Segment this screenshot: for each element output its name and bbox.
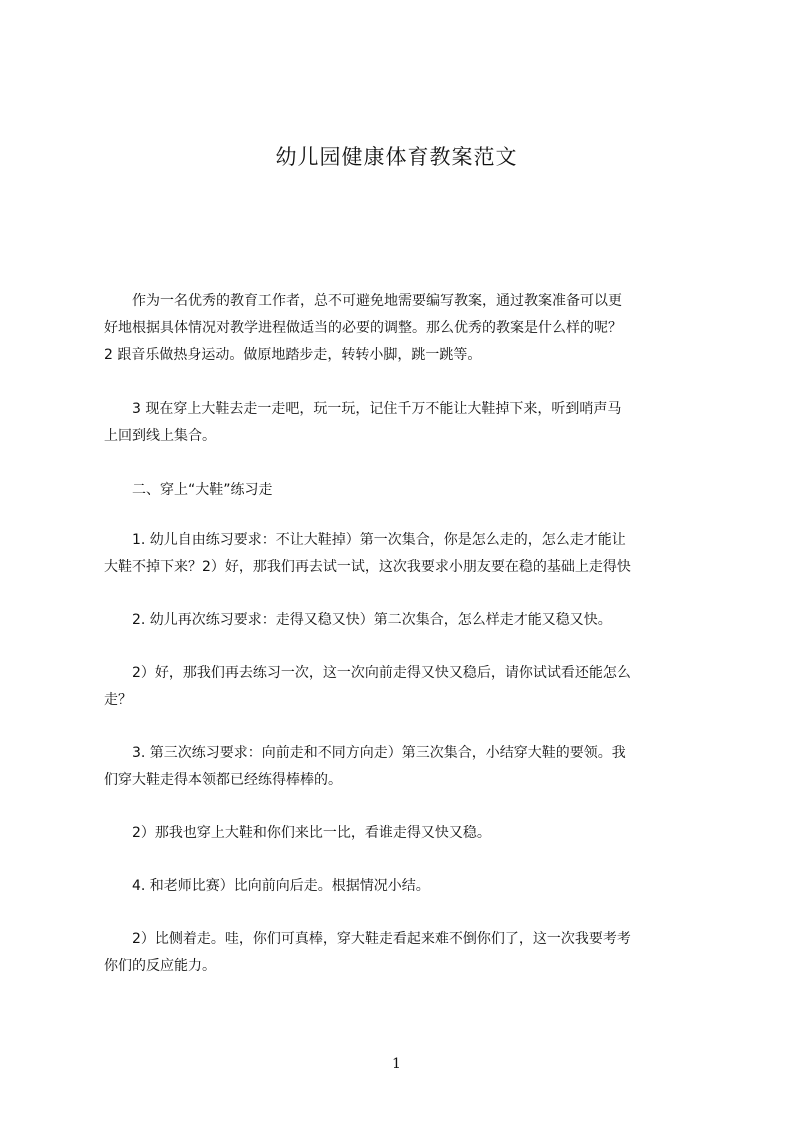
paragraph-line: 4. 和老师比赛）比向前向后走。根据情况小结。: [104, 878, 430, 894]
paragraph-side-walk: [104, 926, 704, 980]
paragraph-line: 2）那我也穿上大鞋和你们来比一比，看谁走得又快又稳。: [104, 825, 491, 841]
paragraph-line: 2. 幼儿再次练习要求：走得又稳又快）第二次集合，怎么样走才能又稳又快。: [104, 612, 612, 628]
paragraph-compete: [104, 820, 704, 847]
paragraph-line: 你们的反应能力。: [104, 958, 216, 974]
paragraph-line: 二、穿上“大鞋”练习走: [104, 482, 273, 498]
paragraph-line: 3. 第三次练习要求：向前走和不同方向走）第三次集合，小结穿大鞋的要领。我: [104, 745, 626, 761]
paragraph-step-3: [104, 396, 704, 450]
paragraph-line: 上回到线上集合。: [104, 428, 216, 444]
paragraph-line: 走？: [104, 692, 132, 708]
document-title: 幼儿园健康体育教案范文: [275, 145, 518, 169]
section-heading: [104, 477, 704, 504]
paragraph-free-practice: [104, 527, 704, 581]
paragraph-line: 3 现在穿上大鞋去走一走吧，玩一玩，记住千万不能让大鞋掉下来，听到哨声马: [104, 401, 622, 417]
paragraph-line: 2）比侧着走。哇，你们可真棒，穿大鞋走看起来难不倒你们了，这一次我要考考: [104, 931, 631, 947]
paragraph-line: 作为一名优秀的教育工作者，总不可避免地需要编写教案，通过教案准备可以更: [104, 293, 622, 309]
paragraph-line: 2）好，那我们再去练习一次，这一次向前走得又快又稳后，请你试试看还能怎么: [104, 665, 631, 681]
paragraph-teacher-race: [104, 873, 704, 900]
paragraph-line: 好地根据具体情况对教学进程做适当的必要的调整。那么优秀的教案是什么样的呢？: [104, 320, 622, 336]
paragraph-line: 大鞋不掉下来？2）好，那我们再去试一试，这次我要求小朋友要在稳的基础上走得快: [104, 559, 631, 575]
paragraph-second-practice: [104, 607, 704, 634]
paragraph-practice-again: [104, 660, 704, 714]
paragraph-line: 2 跟音乐做热身运动。做原地踏步走，转转小脚，跳一跳等。: [104, 347, 482, 363]
paragraph-line: 1. 幼儿自由练习要求：不让大鞋掉）第一次集合，你是怎么走的，怎么走才能让: [104, 532, 626, 548]
page-number: 1: [392, 1056, 401, 1072]
paragraph-third-practice: [104, 740, 704, 794]
paragraph-intro: [104, 288, 704, 369]
paragraph-line: 们穿大鞋走得本领都已经练得棒棒的。: [104, 772, 342, 788]
